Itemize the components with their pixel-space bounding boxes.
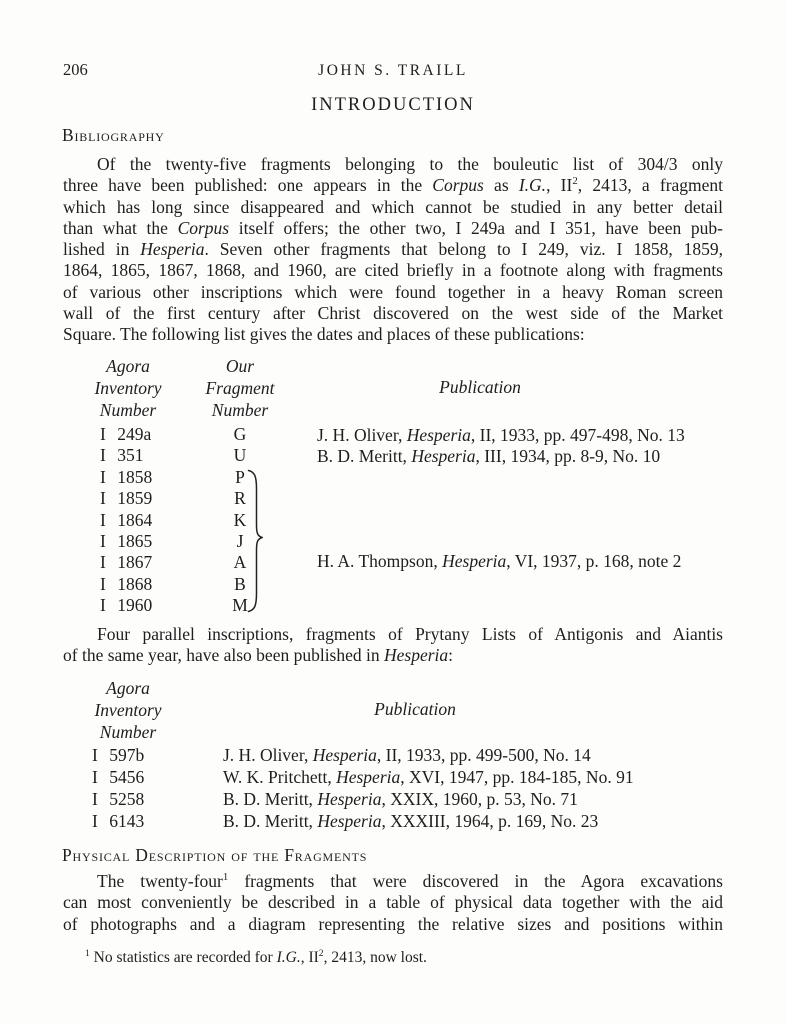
header-line: Inventory [94,700,162,720]
header-line: Number [99,722,157,742]
publication-entry: B. D. Meritt, Hesperia, XXXIII, 1964, p. 169, No. 23 [223,811,599,831]
table2-publication-column [223,744,634,832]
inventory-number: I 1865 [100,531,153,552]
inventory-number: I 6143 [92,811,145,831]
header-line: Fragment [205,378,275,398]
fragment-letter: M [232,595,248,616]
publication-entry: W. K. Pritchett, Hesperia, XVI, 1947, pp. 184-185, No. 91 [223,767,634,787]
text-line: The twenty-four$^1$ fragments that were discovered in the Agora excavations [97,871,723,891]
header-line: Inventory [94,378,162,398]
inventory-number: I 1868 [100,573,153,594]
fragment-letter: U [233,445,247,466]
heading-introduction: INTRODUCTION [311,95,475,115]
header-line: Our [225,356,255,376]
text-line: lished in Hesperia. Seven other fragments that belong to I 249, viz. I 1858, 1859, [63,239,724,260]
heading-bibliography: Bibliography [62,125,165,145]
table1-header-inventory [70,355,186,421]
text-line: can most conveniently be described in a table of physical data together with the aid [63,892,723,913]
header-line: Agora [106,356,150,376]
inventory-number: I 1960 [100,595,153,616]
inventory-number: I 5258 [92,789,145,809]
inventory-number: I 597b [92,745,145,765]
header-line: Agora [106,678,150,698]
page-number: 206 [63,60,88,79]
brace-graphic [247,469,263,613]
running-head: JOHN S. TRAILL [318,62,468,79]
footnote: $^1$ No statistics are recorded for I.G., $II^2$, 2413, now lost. [85,947,427,966]
fragment-letter: R [234,488,246,509]
inventory-number: I 5456 [92,767,145,787]
inventory-number: I 249a [100,424,152,444]
table1-publication-braced-group: H. A. Thompson, Hesperia, VI, 1937, p. 168, note 2 [317,551,682,571]
inventory-number: I 1867 [100,552,153,573]
inventory-number: I 1864 [100,509,153,530]
table1-publication-row-u: B. D. Meritt, Hesperia, III, 1934, pp. 8-9, No. 10 [317,446,661,466]
table2-inventory-column [92,744,144,832]
text-line: of the same year, have also been published in Hesperia: [63,645,454,666]
text-line: 1864, 1865, 1867, 1868, and 1960, are cited briefly in a footnote along with fragments [63,260,723,281]
fragment-letter: K [233,509,247,530]
table1-inventory-column [100,424,152,617]
table1-header-publication: Publication [439,377,521,397]
table2-header-inventory [70,677,186,743]
text-line: which has long since disappeared and which cannot be studied in any better detail [63,196,723,217]
text-line: wall of the first century after Christ discovered on the west side of the Market [63,303,723,324]
header-line: Number [211,400,269,420]
paragraph-bibliography-intro [63,154,723,346]
text-line: Square. The following list gives the dates and places of these publications: [63,324,585,345]
table1-publication-row-g: J. H. Oliver, Hesperia, II, 1933, pp. 497-498, No. 13 [317,425,685,445]
fragment-letter: B [234,573,246,594]
heading-physical-description: Physical Description of the Fragments [62,845,368,865]
paragraph-parallel-inscriptions [63,624,723,667]
text-line: of photographs and a diagram representing the relative sizes and positions within [63,913,723,934]
publication-entry: J. H. Oliver, Hesperia, II, 1933, pp. 499-500, No. 14 [223,745,591,765]
text-line: three have been published: one appears in the Corpus as I.G., $II^2$, 2413, a fragment [63,175,724,196]
header-line: Number [99,400,157,420]
publication-entry: B. D. Meritt, Hesperia, XXIX, 1960, p. 53, No. 71 [223,789,578,809]
fragment-letter: P [235,466,245,487]
table1-header-fragment [182,355,298,421]
text-line: than what the Corpus itself offers; the other two, I 249a and I 351, have been pub- [63,217,723,238]
paragraph-physical-intro [63,871,723,935]
table2-header-publication: Publication [374,699,456,719]
inventory-number: I 1858 [100,466,153,487]
fragment-letter: J [236,531,244,552]
fragment-letter: G [233,424,247,444]
text-line: Of the twenty-five fragments belonging to the bouleutic list of 304/3 only [97,154,723,174]
fragment-letter: A [233,552,247,573]
text-line: Four parallel inscriptions, fragments of Prytany Lists of Antigonis and Aiantis [97,624,723,644]
inventory-number: I 351 [100,445,144,466]
text-line: of various other inscriptions which were found together in a heavy Roman screen [63,281,723,302]
inventory-number: I 1859 [100,488,153,509]
